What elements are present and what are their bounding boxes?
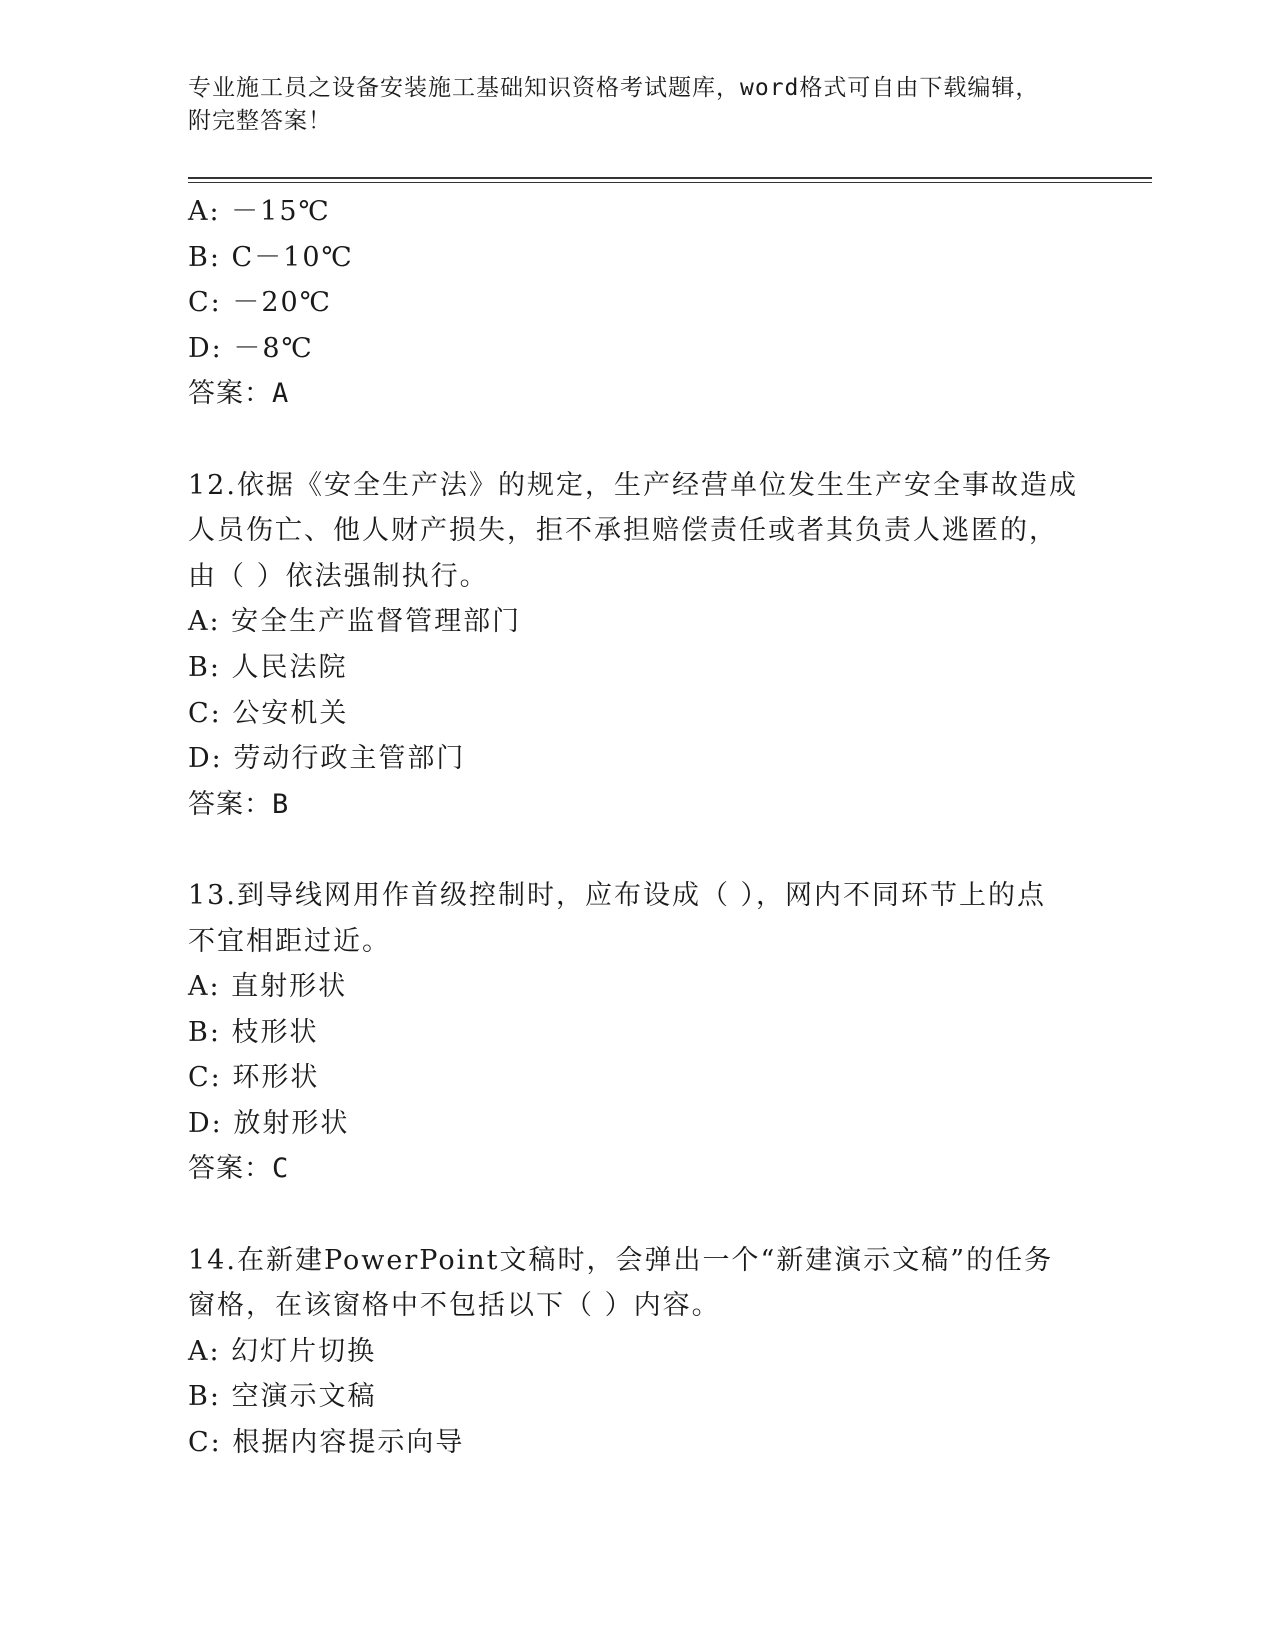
question-stem: 不宜相距过近。 bbox=[188, 925, 391, 957]
option-a: A: 安全生产监督管理部门 bbox=[188, 606, 522, 638]
header-line-1: 专业施工员之设备安装施工基础知识资格考试题库，word格式可自由下载编辑， bbox=[188, 75, 1040, 101]
answer: 答案：A bbox=[188, 378, 290, 410]
header-line-2: 附完整答案！ bbox=[188, 108, 332, 134]
option-a: A: 幻灯片切换 bbox=[188, 1335, 377, 1367]
option-b: B: 空演示文稿 bbox=[188, 1381, 377, 1413]
question-stem: 13.到导线网用作首级控制时，应布设成（ ），网内不同环节上的点 bbox=[188, 879, 1047, 911]
option-c: C: －20℃ bbox=[188, 287, 332, 319]
answer: 答案：B bbox=[188, 788, 290, 820]
option-a: A: －15℃ bbox=[188, 196, 331, 227]
option-a: A: 直射形状 bbox=[188, 971, 348, 1003]
question-stem: 窗格，在该窗格中不包括以下（ ）内容。 bbox=[188, 1290, 721, 1322]
question-12 bbox=[188, 463, 1088, 828]
spacer bbox=[188, 1192, 1088, 1238]
header-divider-thick bbox=[188, 177, 1152, 179]
question-11 bbox=[188, 189, 1088, 417]
spacer bbox=[188, 417, 1088, 463]
question-13 bbox=[188, 873, 1088, 1192]
question-14 bbox=[188, 1238, 1088, 1466]
question-list bbox=[188, 189, 1088, 1466]
spacer bbox=[188, 827, 1088, 873]
option-b: B: 枝形状 bbox=[188, 1016, 319, 1048]
option-b: B: 人民法院 bbox=[188, 651, 348, 683]
option-c: C: 环形状 bbox=[188, 1062, 320, 1094]
option-c: C: 公安机关 bbox=[188, 697, 349, 729]
option-d: D: 劳动行政主管部门 bbox=[188, 743, 466, 775]
question-stem: 由（ ）依法强制执行。 bbox=[188, 560, 489, 592]
question-stem: 人员伤亡、他人财产损失，拒不承担赔偿责任或者其负责人逃匿的， bbox=[188, 515, 1058, 547]
option-d: D: －8℃ bbox=[188, 332, 314, 364]
option-d: D: 放射形状 bbox=[188, 1107, 350, 1139]
question-stem: 12.依据《安全生产法》的规定，生产经营单位发生生产安全事故造成 bbox=[188, 469, 1078, 501]
answer: 答案：C bbox=[188, 1153, 290, 1185]
option-c: C: 根据内容提示向导 bbox=[188, 1427, 465, 1459]
option-b: B: C－10℃ bbox=[188, 241, 354, 273]
document-header bbox=[188, 72, 1088, 138]
question-stem: 14.在新建PowerPoint文稿时，会弹出一个“新建演示文稿”的任务 bbox=[188, 1244, 1054, 1276]
header-divider-thin bbox=[188, 182, 1152, 183]
